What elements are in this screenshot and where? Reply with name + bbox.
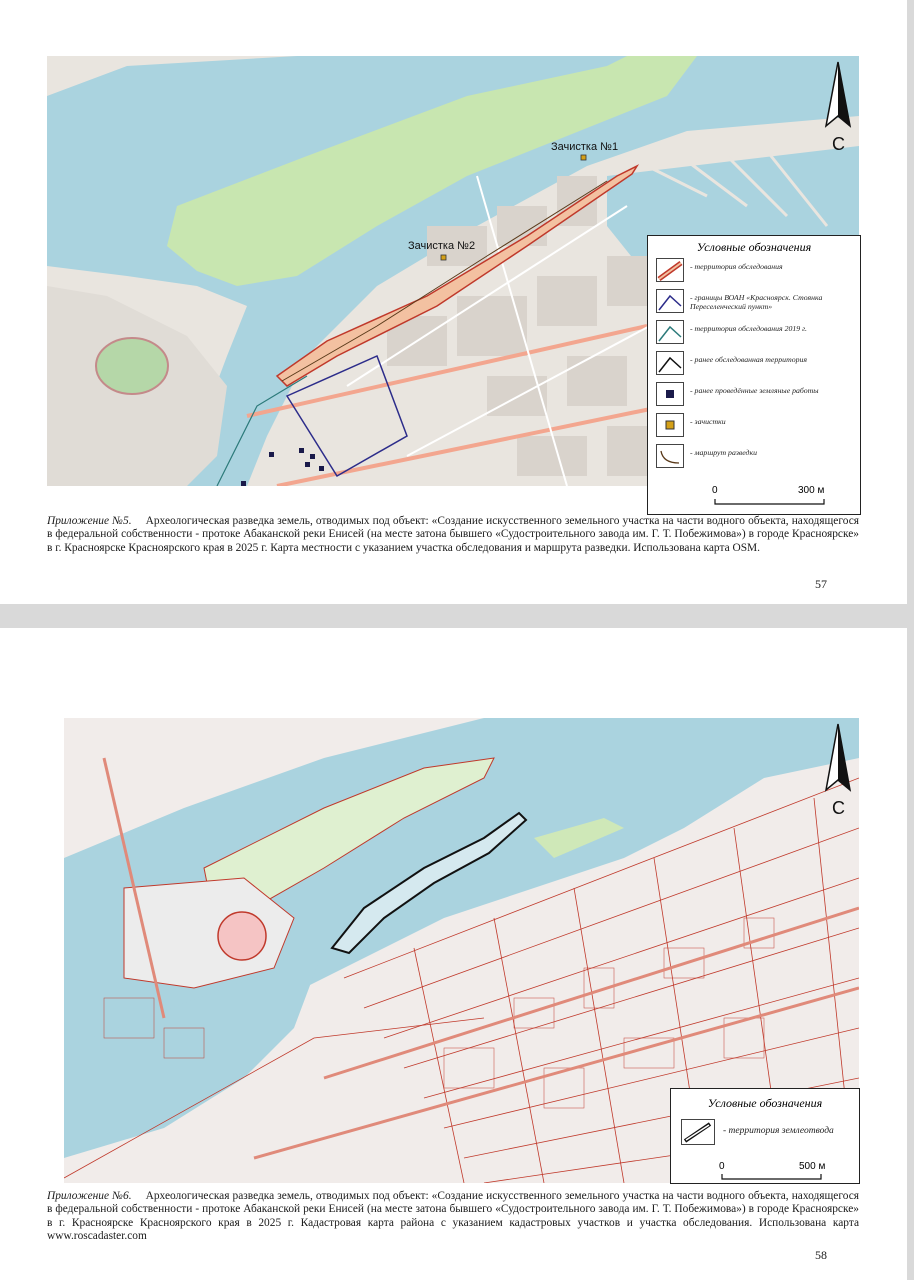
survey-territory-swatch bbox=[656, 258, 684, 282]
legend-item-2019 bbox=[656, 320, 852, 348]
scale-bar-icon bbox=[721, 1173, 831, 1181]
legend-title: Условные обозначения bbox=[707, 1096, 823, 1110]
allotment-swatch bbox=[681, 1119, 715, 1145]
page-number: 57 bbox=[815, 577, 827, 591]
map-legend bbox=[647, 235, 861, 515]
legend-text: - территория землеотвода bbox=[723, 1126, 834, 1136]
scale-zero: 0 bbox=[712, 485, 718, 496]
legend-item-survey bbox=[656, 258, 852, 286]
legend-item-works bbox=[656, 382, 852, 410]
legend-item-route bbox=[656, 444, 852, 472]
legend-text: - зачистки bbox=[690, 417, 726, 426]
figure-caption bbox=[47, 515, 859, 555]
legend-item-zachistki bbox=[656, 413, 852, 441]
scale-zero: 0 bbox=[719, 1161, 725, 1172]
figure-caption bbox=[47, 1190, 859, 1244]
north-label: С bbox=[832, 798, 845, 818]
prior-survey-swatch bbox=[656, 351, 684, 375]
north-arrow bbox=[818, 722, 858, 822]
caption-label: Приложение №5. bbox=[47, 515, 132, 527]
north-arrow-icon bbox=[818, 722, 858, 794]
document-page-57 bbox=[0, 0, 907, 604]
scale-bar-icon bbox=[714, 498, 834, 506]
legend-item-voan bbox=[656, 289, 852, 317]
caption-text: Археологическая разведка земель, отводимых под объект: «Создание искусственного земельного участка на части водного объекта, находящегося в федеральной собственности - протоке Абаканской реки Енисей (на месте затона бывшего «Судостроительного завода им. Г. Т. Побежимова») в городе Красноярске» в г. Красноярске Красноярского края в 2025 г. Кадастровая карта района с указанием кадастровых участков и участка обследования. Использована карта www.roscadaster.com bbox=[47, 1190, 859, 1243]
legend-title: Условные обозначения bbox=[696, 240, 812, 254]
route-swatch bbox=[656, 444, 684, 468]
scale-max: 500 м bbox=[799, 1161, 826, 1172]
zachistki-swatch bbox=[656, 413, 684, 437]
page-number: 58 bbox=[815, 1248, 827, 1262]
legend-text: - территория обследования bbox=[690, 262, 783, 271]
survey-2019-swatch bbox=[656, 320, 684, 344]
legend-text: - территория обследования 2019 г. bbox=[690, 324, 808, 333]
legend-text: - ранее обследованная территория bbox=[690, 355, 808, 364]
legend-text: - ранее проведённые земляные работы bbox=[690, 386, 819, 395]
legend-item-prior bbox=[656, 351, 852, 379]
legend-text: - маршрут разведки bbox=[690, 448, 758, 457]
north-arrow-icon bbox=[818, 60, 858, 130]
caption-text: Археологическая разведка земель, отводимых под объект: «Создание искусственного земельного участка на части водного объекта, находящегося в федеральной собственности - протоке Абаканской реки Енисей (на месте затона бывшего «Судостроительного завода им. Г. Т. Побежимова») в городе Красноярске» в г. Красноярске Красноярского края в 2025 г. Карта местности с указанием участка обследования и маршрута разведки. Использована карта OSM. bbox=[47, 515, 859, 554]
caption-label: Приложение №6. bbox=[47, 1190, 132, 1202]
north-arrow bbox=[818, 60, 858, 158]
label-zachistka-1: Зачистка №1 bbox=[551, 141, 619, 153]
scale-max: 300 м bbox=[798, 485, 825, 496]
map-legend bbox=[670, 1088, 860, 1184]
legend-text: - границы ВОАН «Красноярск. Стоянка Переселенческий пункт» bbox=[690, 293, 823, 311]
north-label: С bbox=[832, 134, 845, 154]
earth-works-swatch bbox=[656, 382, 684, 406]
legend-item-allotment bbox=[681, 1119, 853, 1147]
voan-boundary-swatch bbox=[656, 289, 684, 313]
label-zachistka-2: Зачистка №2 bbox=[408, 240, 476, 252]
